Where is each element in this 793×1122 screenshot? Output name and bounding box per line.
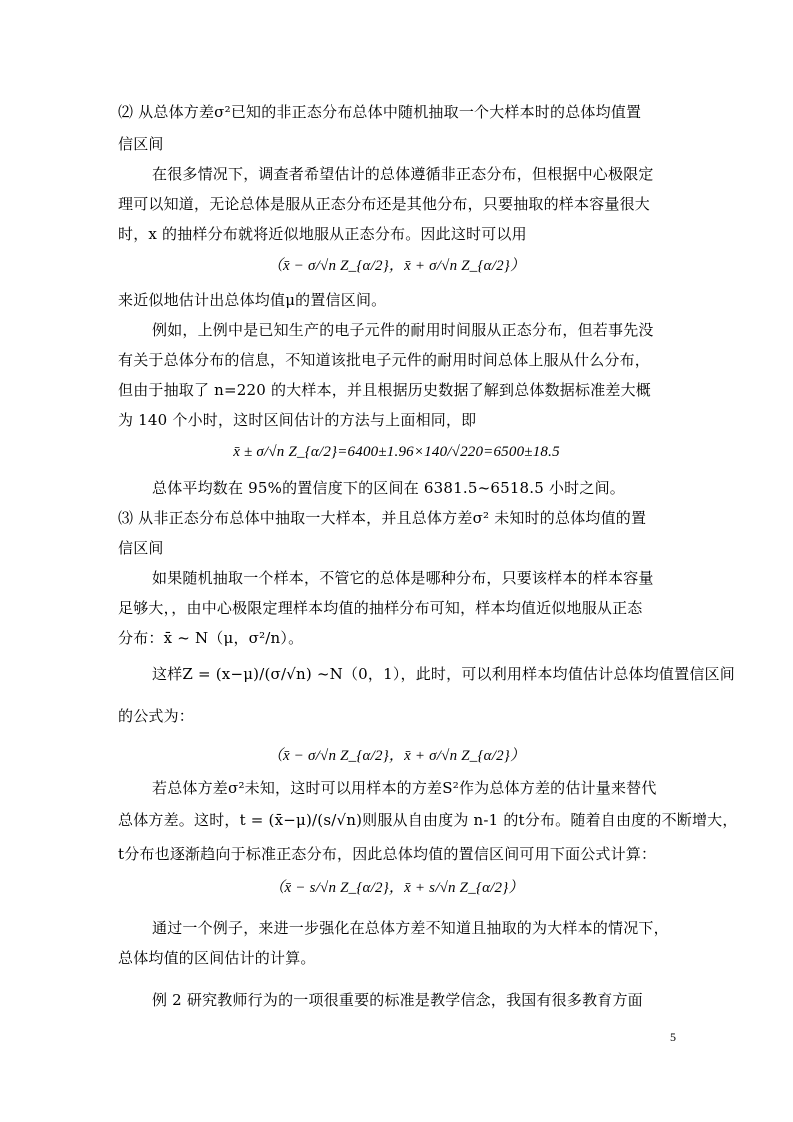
paragraph-line: t分布也逐渐趋向于标准正态分布，因此总体均值的置信区间可用下面公式计算： (118, 845, 657, 863)
paragraph-line: 如果随机抽取一个样本，不管它的总体是哪种分布，只要该样本的样本容量 (152, 569, 654, 587)
paragraph-line: 有关于总体分布的信息，不知道该批电子元件的耐用时间总体上服从什么分布， (118, 351, 651, 369)
paragraph-line: 的公式为： (118, 707, 195, 725)
paragraph-line: 足够大，，由中心极限定理样本均值的抽样分布可知，样本均值近似地服从正态 (118, 599, 643, 617)
formula-interval: （x̄ − σ/√n Z_{α/2}，x̄ + σ/√n Z_{α/2}） (267, 748, 526, 764)
page-number: 5 (670, 1030, 676, 1044)
heading-3-cont: 信区间 (118, 539, 164, 557)
paragraph-line: 总体平均数在 95%的置信度下的区间在 6381.5~6518.5 小时之间。 (152, 479, 625, 497)
paragraph-line: 在很多情况下，调查者希望估计的总体遵循非正态分布，但根据中心极限定 (152, 165, 654, 183)
heading-2: ⑵ 从总体方差σ²已知的非正态分布总体中随机抽取一个大样本时的总体均值置 (118, 103, 642, 121)
paragraph-line: 例 2 研究教师行为的一项很重要的标准是教学信念，我国有很多教育方面 (152, 991, 643, 1009)
paragraph-line: 分布：x̄ ~ N（μ，σ²/n）。 (118, 629, 304, 647)
paragraph-line: 总体方差。这时，t = (x̄−μ)/(s/√n)则服从自由度为 n-1 的t分布。随着自由度的不断增大， (118, 811, 738, 829)
formula-calculation: x̄ ± σ/√n Z_{α/2}=6400±1.96×140/√220=6500±18.5 (233, 444, 560, 460)
heading-2-cont: 信区间 (118, 135, 164, 153)
paragraph-line: 总体均值的区间估计的计算。 (118, 949, 316, 967)
paragraph-line: 时，x 的抽样分布就将近似地服从正态分布。因此这时可以用 (118, 225, 527, 243)
paragraph-line: 例如，上例中是已知生产的电子元件的耐用时间服从正态分布，但若事先没 (152, 321, 654, 339)
formula-t-interval: （x̄ − s/√n Z_{α/2}，x̄ + s/√n Z_{α/2}） (269, 880, 524, 896)
formula-interval: （x̄ − σ/√n Z_{α/2}，x̄ + σ/√n Z_{α/2}） (267, 258, 526, 274)
paragraph-line: 为 140 个小时，这时区间估计的方法与上面相同，即 (118, 411, 477, 429)
heading-3: ⑶ 从非正态分布总体中抽取一大样本，并且总体方差σ² 未知时的总体均值的置 (118, 509, 647, 527)
paragraph-line: 来近似地估计出总体均值μ的置信区间。 (118, 291, 387, 309)
paragraph-line: 但由于抽取了 n=220 的大样本，并且根据历史数据了解到总体数据标准差大概 (118, 381, 651, 399)
paragraph-line: 若总体方差σ²未知，这时可以用样本的方差S²作为总体方差的估计量来替代 (152, 779, 657, 797)
paragraph-line: 这样Z = (x−μ)/(σ/√n) ~N（0，1），此时，可以利用样本均值估计总体均值置信区间 (152, 665, 735, 683)
paragraph-line: 通过一个例子，来进一步强化在总体方差不知道且抽取的为大样本的情况下， (152, 919, 669, 937)
paragraph-line: 理可以知道，无论总体是服从正态分布还是其他分布，只要抽取的样本容量很大 (118, 195, 651, 213)
